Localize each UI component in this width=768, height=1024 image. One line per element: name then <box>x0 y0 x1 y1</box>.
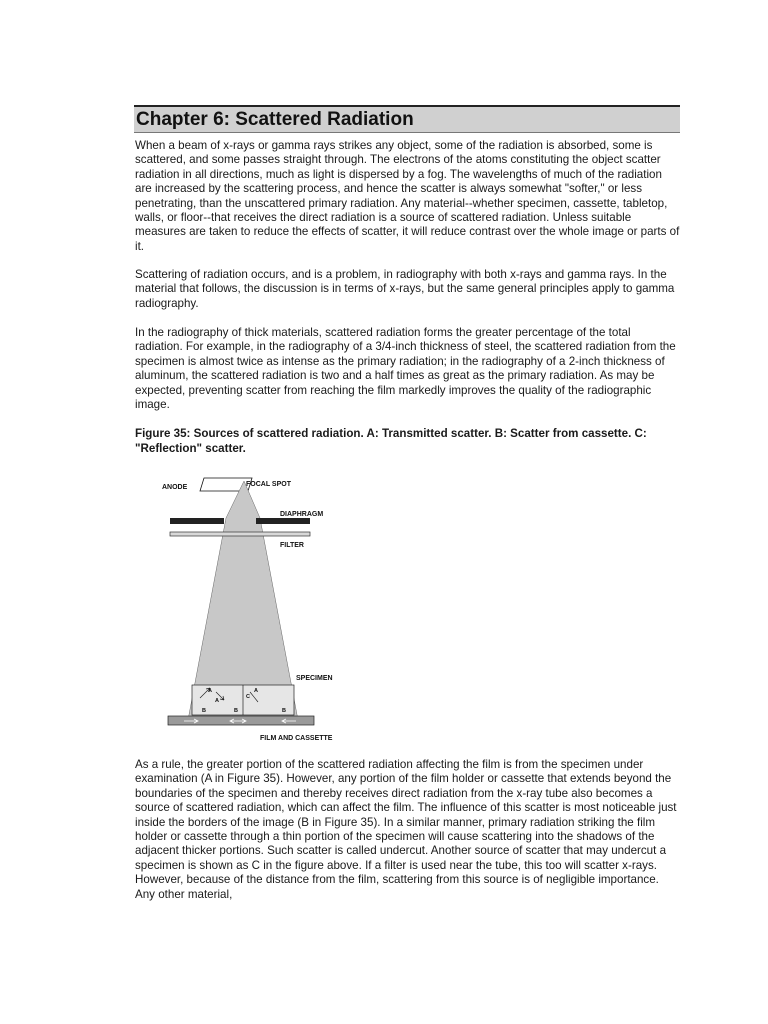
marker-b-3: B <box>282 708 286 714</box>
chapter-title: Chapter 6: Scattered Radiation <box>136 109 414 130</box>
filter-plate <box>170 532 310 536</box>
paragraph-gamma: Scattering of radiation occurs, and is a problem, in radiography with both x-rays and gamma rays. In the material that follows, the discussion is in terms of x-rays, but the same general principles apply to gamma radiography. <box>135 268 675 310</box>
filter-label: FILTER <box>280 542 304 549</box>
chapter-title-bar <box>134 105 680 133</box>
diaphragm-label: DIAPHRAGM <box>280 511 324 518</box>
film-cassette <box>168 716 314 725</box>
diaphragm-left <box>170 518 224 524</box>
focal-spot-label: FOCAL SPOT <box>246 481 291 488</box>
figure-caption: Figure 35: Sources of scattered radiation. A: Transmitted scatter. B: Scatter from cassette. C: "Reflection" scatter. <box>135 427 647 455</box>
marker-c: C <box>246 694 250 700</box>
marker-b-2: B <box>234 708 238 714</box>
paragraph-intro: When a beam of x-rays or gamma rays strikes any object, some of the radiation is absorbed, some is scattered, and some passes straight through. The electrons of the atoms constituting the object scatter radiation in all directions, much as light is dispersed by a fog. The wavelengths of much of the radiation are increased by the scattering process, and hence the scatter is always somewhat "softer," or less penetrating, than the unscattered primary radiation. Any material--whether specimen, cassette, tabletop, walls, or floor--that receives the direct radiation is a source of scattered radiation. Unless suitable measures are taken to reduce the effects of scatter, it will reduce contrast over the whole image or parts of it. <box>135 139 680 253</box>
marker-a-2: A <box>215 698 219 704</box>
specimen-label: SPECIMEN <box>296 675 333 682</box>
marker-a-1: A <box>208 688 212 694</box>
film-cassette-label: FILM AND CASSETTE <box>260 735 333 742</box>
diaphragm-right <box>256 518 310 524</box>
figure-35-diagram <box>150 470 370 745</box>
scatter-diagram-svg <box>150 470 370 745</box>
marker-a-3: A <box>254 688 258 694</box>
anode-label: ANODE <box>162 484 188 491</box>
marker-b-1: B <box>202 708 206 714</box>
paragraph-thick-materials: In the radiography of thick materials, scattered radiation forms the greater percentage of the total radiation. For example, in the radiography of a 3/4-inch thickness of steel, the scattered radiation from the specimen is almost twice as intense as the primary radiation; in the radiography of a 2-inch thickness of aluminum, the scattered radiation is two and a half times as great as the primary radiation. As may be expected, preventing scatter from reaching the film markedly improves the quality of the radiographic image. <box>135 326 676 412</box>
paragraph-scatter-sources: As a rule, the greater portion of the scattered radiation affecting the film is from the specimen under examination (A in Figure 35). However, any portion of the film holder or cassette that extends beyond the boundaries of the specimen and thereby receives direct radiation from the x-ray tube also becomes a source of scattered radiation, which can affect the film. The influence of this scatter is most noticeable just inside the borders of the image (B in Figure 35). In a similar manner, primary radiation striking the film holder or cassette through a thin portion of the specimen will cause scattering into the shadows of the adjacent thicker portions. Such scatter is called undercut. Another source of scatter that may undercut a specimen is shown as C in the figure above. If a filter is used near the tube, this too will scatter x-rays. However, because of the distance from the film, scattering from this source is of negligible importance. Any other material, <box>135 758 677 901</box>
